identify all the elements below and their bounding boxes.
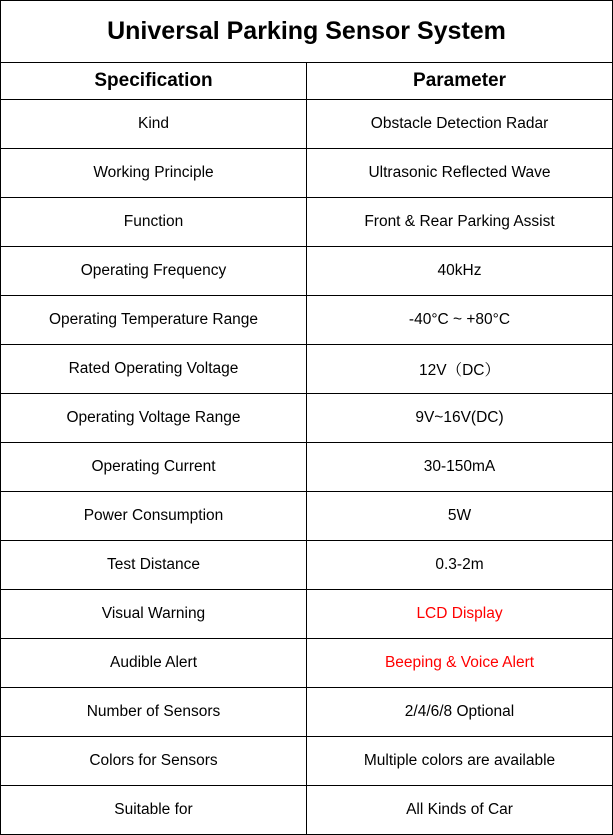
spec-cell: Number of Sensors bbox=[1, 688, 307, 737]
param-cell: 9V~16V(DC) bbox=[307, 394, 613, 443]
spec-cell: Suitable for bbox=[1, 786, 307, 835]
param-cell: 40kHz bbox=[307, 247, 613, 296]
table-row bbox=[1, 394, 613, 443]
spec-cell: Function bbox=[1, 198, 307, 247]
param-cell: Ultrasonic Reflected Wave bbox=[307, 149, 613, 198]
param-cell: 5W bbox=[307, 492, 613, 541]
spec-cell: Power Consumption bbox=[1, 492, 307, 541]
table-row bbox=[1, 443, 613, 492]
spec-cell: Operating Temperature Range bbox=[1, 296, 307, 345]
param-cell: Multiple colors are available bbox=[307, 737, 613, 786]
spec-cell: Operating Voltage Range bbox=[1, 394, 307, 443]
param-cell: LCD Display bbox=[307, 590, 613, 639]
spec-cell: Rated Operating Voltage bbox=[1, 345, 307, 394]
specification-header: Specification bbox=[1, 63, 307, 100]
table-row bbox=[1, 296, 613, 345]
header-row bbox=[1, 63, 613, 100]
table-row bbox=[1, 541, 613, 590]
table-row bbox=[1, 100, 613, 149]
spec-cell: Visual Warning bbox=[1, 590, 307, 639]
parameter-header: Parameter bbox=[307, 63, 613, 100]
title-row bbox=[1, 1, 613, 63]
table-row bbox=[1, 688, 613, 737]
param-cell: 12V（DC） bbox=[307, 345, 613, 394]
table-row bbox=[1, 149, 613, 198]
param-cell: 30-150mA bbox=[307, 443, 613, 492]
spec-cell: Colors for Sensors bbox=[1, 737, 307, 786]
table-row bbox=[1, 737, 613, 786]
table-row bbox=[1, 247, 613, 296]
table-row bbox=[1, 198, 613, 247]
table-row bbox=[1, 590, 613, 639]
spec-cell: Audible Alert bbox=[1, 639, 307, 688]
param-cell: -40°C ~ +80°C bbox=[307, 296, 613, 345]
spec-cell: Kind bbox=[1, 100, 307, 149]
spec-cell: Working Principle bbox=[1, 149, 307, 198]
table-row bbox=[1, 345, 613, 394]
table-title: Universal Parking Sensor System bbox=[1, 1, 613, 63]
param-cell: Obstacle Detection Radar bbox=[307, 100, 613, 149]
param-cell: All Kinds of Car bbox=[307, 786, 613, 835]
table-row bbox=[1, 786, 613, 835]
spec-cell: Operating Frequency bbox=[1, 247, 307, 296]
spec-cell: Test Distance bbox=[1, 541, 307, 590]
param-cell: 0.3-2m bbox=[307, 541, 613, 590]
table-row bbox=[1, 639, 613, 688]
param-cell: Beeping & Voice Alert bbox=[307, 639, 613, 688]
param-cell: 2/4/6/8 Optional bbox=[307, 688, 613, 737]
spec-table-body bbox=[1, 1, 613, 835]
param-cell: Front & Rear Parking Assist bbox=[307, 198, 613, 247]
spec-cell: Operating Current bbox=[1, 443, 307, 492]
table-row bbox=[1, 492, 613, 541]
